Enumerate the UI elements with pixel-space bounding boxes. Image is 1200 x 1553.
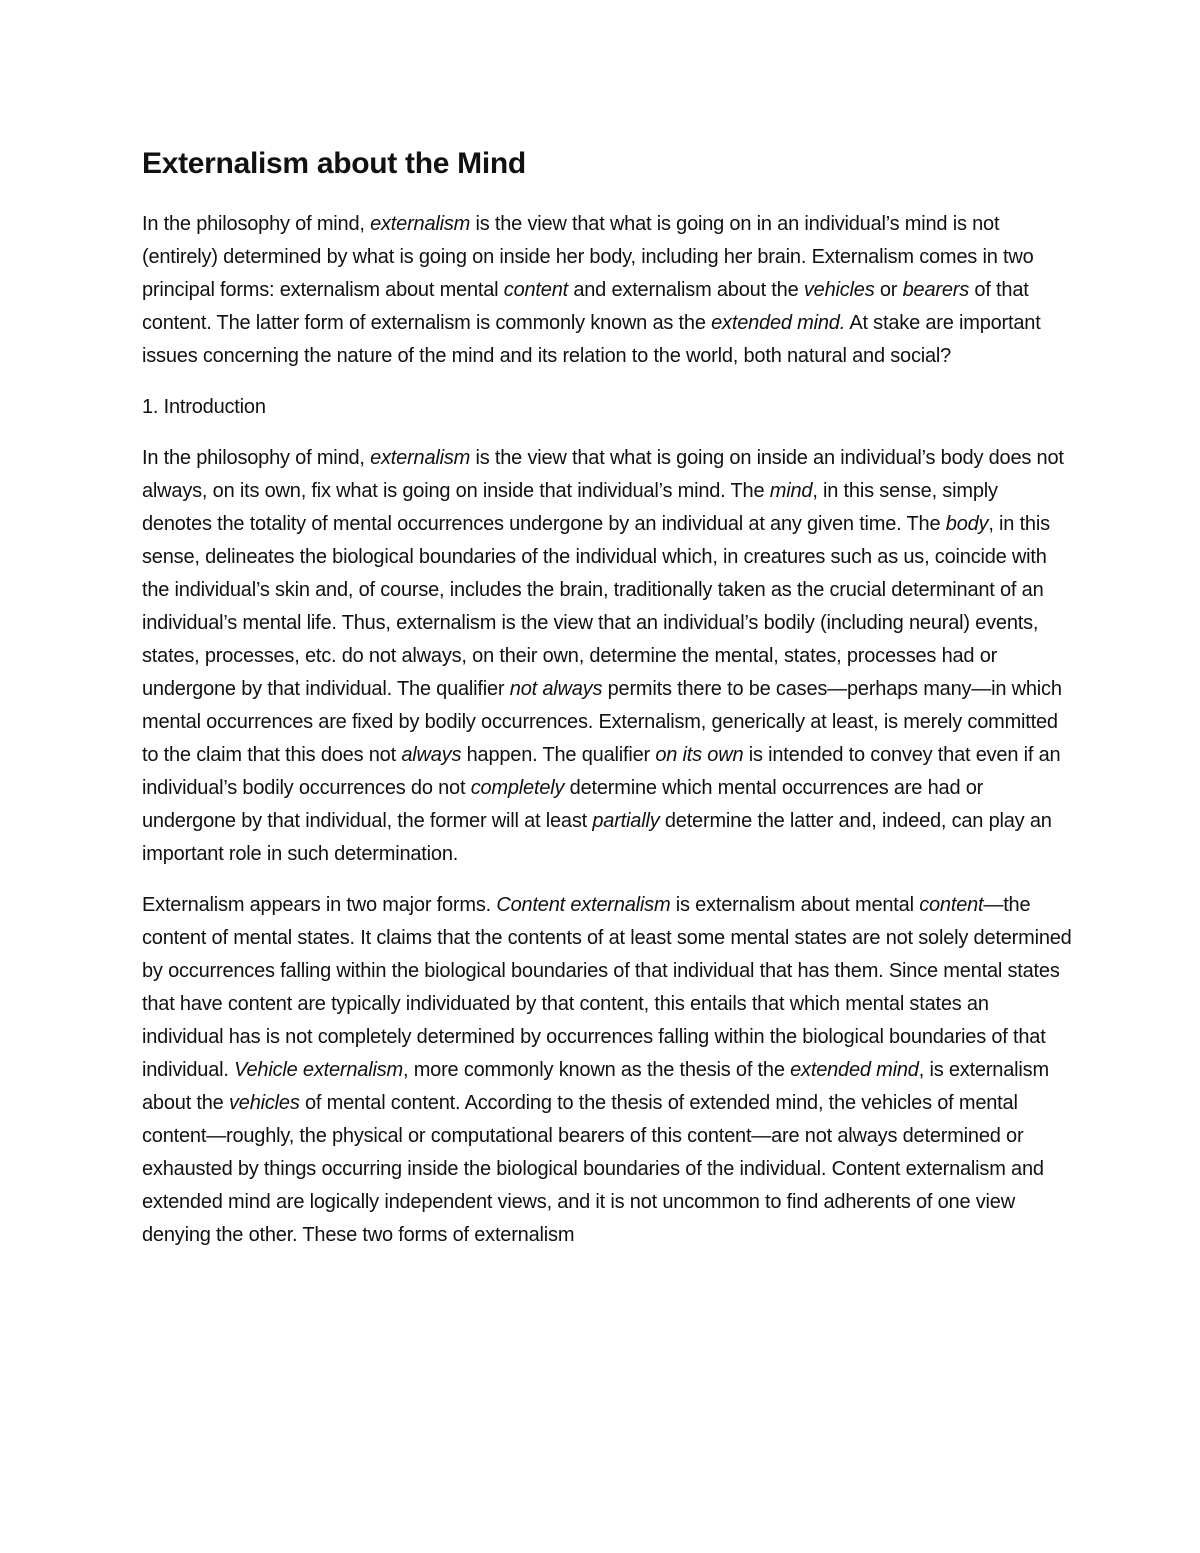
text-run: of that content. The latter form of externalism is commonly known as the: [142, 279, 1029, 334]
text-run: is the view that what is going on inside an individual’s body does not always, on its own, fix what is going on inside that individual’s mind. The: [142, 447, 1064, 502]
text-run: is intended to convey that even if an individual’s bodily occurrences do not: [142, 744, 1061, 799]
body-paragraph-1: [142, 442, 1072, 871]
text-run: Externalism appears in two major forms.: [142, 894, 497, 916]
italic-text-run: extended mind.: [711, 312, 846, 334]
text-run: permits there to be cases—perhaps many—in which mental occurrences are fixed by bodily occurrences. Externalism, generically at least, is merely committed to the claim that this does not: [142, 678, 1062, 766]
section-heading: 1. Introduction: [142, 396, 266, 418]
body-paragraph-2: [142, 889, 1072, 1252]
text-run: , in this sense, simply denotes the totality of mental occurrences undergone by an individual at any given time. The: [142, 480, 998, 535]
italic-text-run: completely: [470, 777, 565, 799]
text-run: and externalism about the: [567, 279, 804, 301]
text-run: In the philosophy of mind,: [142, 213, 371, 235]
text-run: happen. The qualifier: [461, 744, 656, 766]
text-run: In the philosophy of mind,: [142, 447, 371, 469]
text-run: or: [874, 279, 903, 301]
document-title: Externalism about the Mind: [142, 147, 526, 180]
italic-text-run: Vehicle externalism: [234, 1059, 403, 1081]
text-run: of mental content. According to the thesis of extended mind, the vehicles of mental content—roughly, the physical or computational bearers of this content—are not always determined or exhausted by things occurring inside the biological boundaries of the individual. Content externalism and extended mind are logically independent views, and it is not uncommon to find adherents of one view denying the other. These two forms of externalism: [142, 1092, 1044, 1246]
italic-text-run: externalism: [370, 447, 471, 469]
text-run: At stake are important issues concerning the nature of the mind and its relation to the world, both natural and social?: [142, 312, 1041, 367]
text-run: determine the latter and, indeed, can play an important role in such determination.: [142, 810, 1052, 865]
italic-text-run: not always: [509, 678, 603, 700]
text-run: , more commonly known as the thesis of the: [402, 1059, 791, 1081]
text-run: , in this sense, delineates the biological boundaries of the individual which, in creatures such as us, coincide with the individual’s skin and, of course, includes the brain, traditionally taken as the crucial determinant of an individual’s mental life. Thus, externalism is the view that an individual’s bodily (including neural) events, states, processes, etc. do not always, on their own, determine the mental, states, processes had or undergone by that individual. The qualifier: [142, 513, 1050, 700]
italic-text-run: extended mind: [790, 1059, 919, 1081]
text-run: the content of mental states. It claims that the contents of at least some mental states are not solely determined by occurrences falling within the biological boundaries of that individual that has them. Since mental states that have content are typically individuated by that content, this entails that which mental states an individual has is not completely determined by occurrences falling within the biological boundaries of that individual.: [142, 894, 1072, 1081]
italic-text-run: bearers: [902, 279, 970, 301]
italic-text-run: vehicles: [803, 279, 875, 301]
text-run: determine which mental occurrences are had or undergone by that individual, the former will at least: [142, 777, 984, 832]
italic-text-run: Content externalism: [496, 894, 671, 916]
italic-text-run: externalism: [370, 213, 471, 235]
text-run: , is externalism about the: [142, 1059, 1049, 1114]
text-run: is externalism about mental: [670, 894, 920, 916]
italic-text-run: content—: [919, 894, 1004, 916]
abstract-paragraph: [142, 208, 1072, 373]
document-page: [142, 142, 1072, 1252]
italic-text-run: partially: [592, 810, 660, 832]
text-run: is the view that what is going on in an individual’s mind is not (entirely) determined by what is going on inside her body, including her brain. Externalism comes in two principal forms: externalism about mental: [142, 213, 1034, 301]
italic-text-run: vehicles: [228, 1092, 300, 1114]
italic-text-run: mind: [769, 480, 813, 502]
italic-text-run: content: [503, 279, 568, 301]
italic-text-run: on its own: [655, 744, 744, 766]
italic-text-run: always: [401, 744, 462, 766]
italic-text-run: body: [945, 513, 989, 535]
